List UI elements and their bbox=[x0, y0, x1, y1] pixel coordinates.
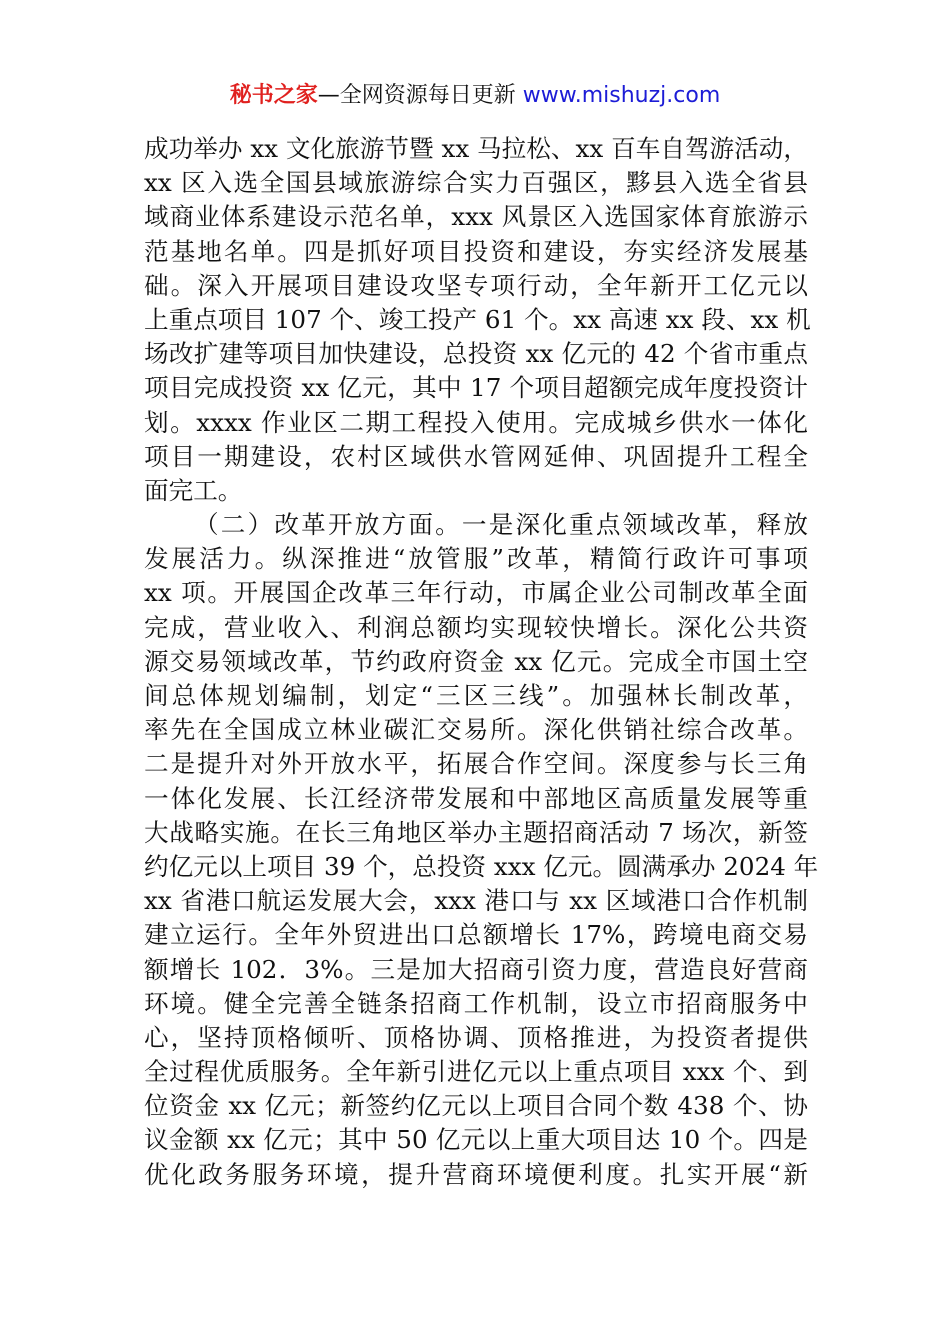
site-url[interactable]: www.mishuzj.com bbox=[522, 83, 721, 108]
text-line: 发展活力。纵深推进“放管服”改革，精简行政许可事项 bbox=[144, 544, 808, 574]
page-header bbox=[0, 80, 950, 112]
text-line: 议金额 xx 亿元；其中 50 亿元以上重大项目达 10 个。四是 bbox=[144, 1125, 808, 1155]
text-line: 项目一期建设，农村区域供水管网延伸、巩固提升工程全 bbox=[144, 441, 808, 471]
text-line: 约亿元以上项目 39 个，总投资 xxx 亿元。圆满承办 2024 年 bbox=[144, 851, 819, 881]
text-line: 成功举办 xx 文化旅游节暨 xx 马拉松、xx 百车自驾游活动， bbox=[144, 134, 808, 163]
text-line: 础。深入开展项目建设攻坚专项行动，全年新开工亿元以 bbox=[144, 270, 808, 300]
text-line: 率先在全国成立林业碳汇交易所。深化供销社综合改革。 bbox=[144, 715, 808, 745]
text-line: 全过程优质服务。全年新引进亿元以上重点项目 xxx 个、到 bbox=[144, 1057, 808, 1087]
text-line: 环境。健全完善全链条招商工作机制，设立市招商服务中 bbox=[144, 988, 808, 1018]
text-line: 项目完成投资 xx 亿元，其中 17 个项目超额完成年度投资计 bbox=[144, 373, 808, 403]
brand-name: 秘书之家 bbox=[229, 83, 318, 108]
header-tagline: —全网资源每日更新 bbox=[317, 83, 516, 108]
section-heading-line: （二）改革开放方面。一是深化重点领域改革，释放 bbox=[194, 510, 808, 540]
text-line: 建立运行。全年外贸进出口总额增长 17%，跨境电商交易 bbox=[144, 920, 808, 950]
text-line: 额增长 102．3%。三是加大招商引资力度，营造良好营商 bbox=[144, 954, 808, 984]
text-line: 场改扩建等项目加快建设，总投资 xx 亿元的 42 个省市重点 bbox=[144, 339, 808, 369]
text-line: 大战略实施。在长三角地区举办主题招商活动 7 场次，新签 bbox=[144, 817, 808, 847]
text-line: 范基地名单。四是抓好项目投资和建设，夯实经济发展基 bbox=[144, 236, 808, 266]
text-line: 优化政务服务环境，提升营商环境便利度。扎实开展“新 bbox=[144, 1159, 808, 1189]
text-line: 上重点项目 107 个、竣工投产 61 个。xx 高速 xx 段、xx 机 bbox=[144, 304, 811, 334]
text-line: 位资金 xx 亿元；新签约亿元以上项目合同个数 438 个、协 bbox=[144, 1091, 808, 1121]
text-line: 二是提升对外开放水平，拓展合作空间。深度参与长三角 bbox=[144, 749, 808, 779]
text-line: 一体化发展、长江经济带发展和中部地区高质量发展等重 bbox=[144, 783, 808, 813]
text-line: 源交易领域改革，节约政府资金 xx 亿元。完成全市国土空 bbox=[144, 646, 808, 676]
text-line: xx 区入选全国县域旅游综合实力百强区，黟县入选全省县 bbox=[144, 168, 808, 198]
text-line: xx 项。开展国企改革三年行动，市属企业公司制改革全面 bbox=[144, 578, 808, 608]
text-line: 心，坚持顶格倾听、顶格协调、顶格推进，为投资者提供 bbox=[144, 1022, 808, 1052]
text-line: 划。xxxx 作业区二期工程投入使用。完成城乡供水一体化 bbox=[144, 407, 808, 437]
text-line: 面完工。 bbox=[144, 475, 243, 505]
document-body bbox=[144, 132, 819, 1192]
text-line: xx 省港口航运发展大会，xxx 港口与 xx 区域港口合作机制 bbox=[144, 886, 808, 916]
text-line: 完成，营业收入、利润总额均实现较快增长。深化公共资 bbox=[144, 612, 808, 642]
text-line: 间总体规划编制，划定“三区三线”。加强林长制改革， bbox=[144, 681, 808, 710]
text-line: 域商业体系建设示范名单，xxx 风景区入选国家体育旅游示 bbox=[144, 202, 808, 232]
